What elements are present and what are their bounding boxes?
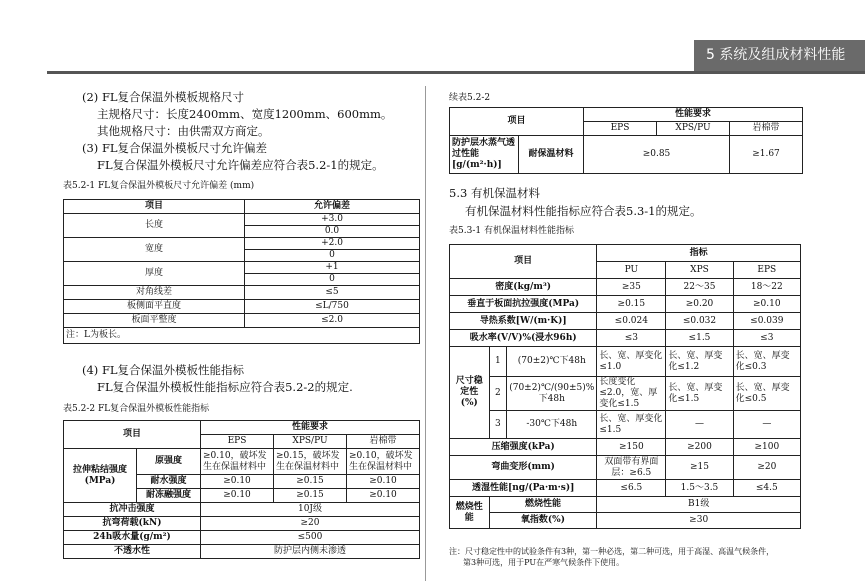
t531-row-label: 吸水率(V/V)%(浸水96h) [450,330,597,347]
section-5-3-para: 有机保温材料性能指标应符合表5.3-1的规定。 [465,204,702,218]
t531-val: ≤6.5 [597,480,666,497]
t531-dim-val: — [733,411,800,439]
t522-row-label: 抗弯荷载(kN) [64,517,201,531]
t522-orig-rock: ≥0.10，破坏发生在保温材料中 [347,449,420,475]
t522-orig-xps: ≥0.15，破坏发生在保温材料中 [274,449,347,475]
t521-val: ≤2.0 [245,314,420,328]
t522c-sub-label: 耐保温材料 [519,136,584,174]
t521-row-label: 宽度 [64,238,245,262]
section-5-3-heading: 5.3 有机保温材料 [449,186,540,200]
t531-dim-val: 长、宽、厚变化≤1.5 [666,377,733,411]
t531-val: 18～22 [733,279,800,296]
t531-col-pu: PU [597,262,666,279]
table-5-2-2-cont [449,107,803,174]
t531-dim-val: 长、宽、厚变化≤0.5 [733,377,800,411]
t531-row-label: 垂直于板面抗拉强度(MPa) [450,296,597,313]
t531-dim-label: 尺寸稳定性(%) [450,347,490,439]
t522-col-xps: XPS/PU [274,435,347,449]
t522-row-value: ≤500 [201,531,420,545]
t531-head-item: 项目 [450,245,597,279]
t531-row-label: 弯曲变形(mm) [450,456,597,480]
t521-val: +1 [245,262,420,274]
t522-freeze-xps: ≥0.15 [274,489,347,503]
t522c-eps-xps-value: ≥0.85 [584,136,730,174]
t521-row-label: 厚度 [64,262,245,286]
t531-val: 1.5～3.5 [666,480,733,497]
table-5-2-1-caption: 表5.2-1 FL复合保温外模板尺寸允许偏差 (mm) [63,181,255,191]
t522-water-label: 耐水强度 [137,475,201,489]
t531-burn2-value: ≥30 [597,513,801,529]
t522-head-perf: 性能要求 [201,421,420,435]
heading-tolerance: (3) FL复合保温外模板尺寸允许偏差 [82,141,268,155]
t531-val: ≤3 [597,330,666,347]
t531-val: ≥20 [733,456,800,480]
t531-val: 双面带有界面层：≥6.5 [597,456,666,480]
t531-note-line1: 注：尺寸稳定性中的试验条件有3种，第一种必选，第二种可选，用于高湿、高温气候条件， [449,547,775,556]
t522-col-eps: EPS [201,435,274,449]
t531-val: ≥200 [666,439,733,456]
t522-bond-label: 拉伸粘结强度 (MPa) [64,449,137,503]
para-performance: FL复合保温外模板性能指标应符合表5.2-2的规定. [97,380,353,394]
t531-dim-cond: (70±2)℃下48h [507,347,597,377]
t531-val: ≤0.039 [733,313,800,330]
table-5-2-1 [63,199,420,344]
t522c-rock-value: ≥1.67 [730,136,803,174]
t531-dim-val: 长、宽、厚变化≤1.0 [597,347,666,377]
t531-burn-label: 燃烧性能 [450,497,490,529]
t531-dim-cond: -30℃下48h [507,411,597,439]
t522c-row-label: 防护层水蒸气透过性能 [g/(m²·h)] [450,136,519,174]
t531-dim-val: 长、宽、厚变化≤1.5 [597,411,666,439]
t521-head-item: 项目 [64,200,245,214]
t531-dim-val: 长、宽、厚变化≤1.2 [666,347,733,377]
table-5-2-2 [63,420,420,559]
t531-row-label: 导热系数[W/(m·K)] [450,313,597,330]
t522c-col-xps: XPS/PU [657,122,730,136]
heading-spec: (2) FL复合保温外模板规格尺寸 [82,90,245,104]
t531-val: ≤0.032 [666,313,733,330]
t522-row-value: 10J级 [201,503,420,517]
chapter-header: 5 系统及组成材料性能 [694,40,865,71]
t522-row-label: 抗冲击强度 [64,503,201,517]
para-main-size: 主规格尺寸：长度2400mm、宽度1200mm、600mm。 [97,107,393,121]
t521-val: ≤5 [245,286,420,300]
t522-orig-label: 原强度 [137,449,201,475]
t531-val: ≤1.5 [666,330,733,347]
table-5-3-1-caption: 表5.3-1 有机保温材料性能指标 [449,226,574,236]
t521-row-label: 板侧面平直度 [64,300,245,314]
t522-row-value: 防护层内侧未渗透 [201,545,420,559]
heading-performance: (4) FL复合保温外模板性能指标 [82,363,245,377]
t531-dim-num: 3 [489,411,507,439]
t531-row-label: 压缩强度(kPa) [450,439,597,456]
t521-val: +2.0 [245,238,420,250]
t531-dim-val: — [666,411,733,439]
t531-val: ≥0.10 [733,296,800,313]
t531-row-label: 透湿性能[ng/(Pa·m·s)] [450,480,597,497]
t521-val: 0.0 [245,226,420,238]
t531-val: 22～35 [666,279,733,296]
header-rule [47,71,865,74]
t531-burn1-label: 燃烧性能 [489,497,597,513]
column-divider [425,86,426,581]
t531-dim-val: 长度变化≤2.0，宽、厚变化≤1.5 [597,377,666,411]
para-other-size: 其他规格尺寸：由供需双方商定。 [97,124,270,138]
t521-row-label: 对角线差 [64,286,245,300]
t522-orig-eps: ≥0.10，破坏发生在保温材料中 [201,449,274,475]
t522c-head-item: 项目 [450,108,584,136]
t522-freeze-eps: ≥0.10 [201,489,274,503]
t522-row-label: 24h吸水量(g/m²) [64,531,201,545]
t521-val: 0 [245,250,420,262]
t531-col-xps: XPS [666,262,733,279]
t531-val: ≥0.15 [597,296,666,313]
t522-col-rock: 岩棉带 [347,435,420,449]
t531-dim-cond: (70±2)℃/(90±5)%下48h [507,377,597,411]
t531-val: ≥150 [597,439,666,456]
t522c-col-eps: EPS [584,122,657,136]
t531-head-index: 指标 [597,245,801,262]
t522-water-rock: ≥0.10 [347,475,420,489]
t521-row-label: 长度 [64,214,245,238]
t531-dim-num: 2 [489,377,507,411]
t531-burn1-value: B1级 [597,497,801,513]
t531-val: ≤3 [733,330,800,347]
table-5-2-2-caption: 表5.2-2 FL复合保温外模板性能指标 [63,404,210,414]
t521-note: 注：L为板长。 [64,328,420,344]
t531-val: ≤4.5 [733,480,800,497]
t522-freeze-rock: ≥0.10 [347,489,420,503]
t531-val: ≥35 [597,279,666,296]
t522-freeze-label: 耐冻融强度 [137,489,201,503]
t531-val: ≤0.024 [597,313,666,330]
t531-val: ≥100 [733,439,800,456]
table-5-3-1 [449,244,801,529]
t522-water-xps: ≥0.15 [274,475,347,489]
t531-val: ≥15 [666,456,733,480]
para-tolerance: FL复合保温外模板尺寸允许偏差应符合表5.2-1的规定。 [97,158,384,172]
t522-head-item: 项目 [64,421,201,449]
t531-note-line2: 第3种可选，用于PU在严寒气候条件下使用。 [463,558,625,567]
t531-row-label: 密度(kg/m³) [450,279,597,296]
t531-val: ≥0.20 [666,296,733,313]
t522-row-label: 不透水性 [64,545,201,559]
t521-val: ≤L/750 [245,300,420,314]
t521-head-tol: 允许偏差 [245,200,420,214]
t522c-head-perf: 性能要求 [584,108,803,122]
t522c-col-rock: 岩棉带 [730,122,803,136]
t531-burn2-label: 氧指数(%) [489,513,597,529]
t531-dim-val: 长、宽、厚变化≤0.3 [733,347,800,377]
t521-val: +3.0 [245,214,420,226]
t531-dim-num: 1 [489,347,507,377]
t522-water-eps: ≥0.10 [201,475,274,489]
t521-val: 0 [245,274,420,286]
t521-row-label: 板面平整度 [64,314,245,328]
t531-col-eps: EPS [733,262,800,279]
t522-row-value: ≥20 [201,517,420,531]
table-5-2-2-cont-caption: 续表5.2-2 [449,93,491,103]
